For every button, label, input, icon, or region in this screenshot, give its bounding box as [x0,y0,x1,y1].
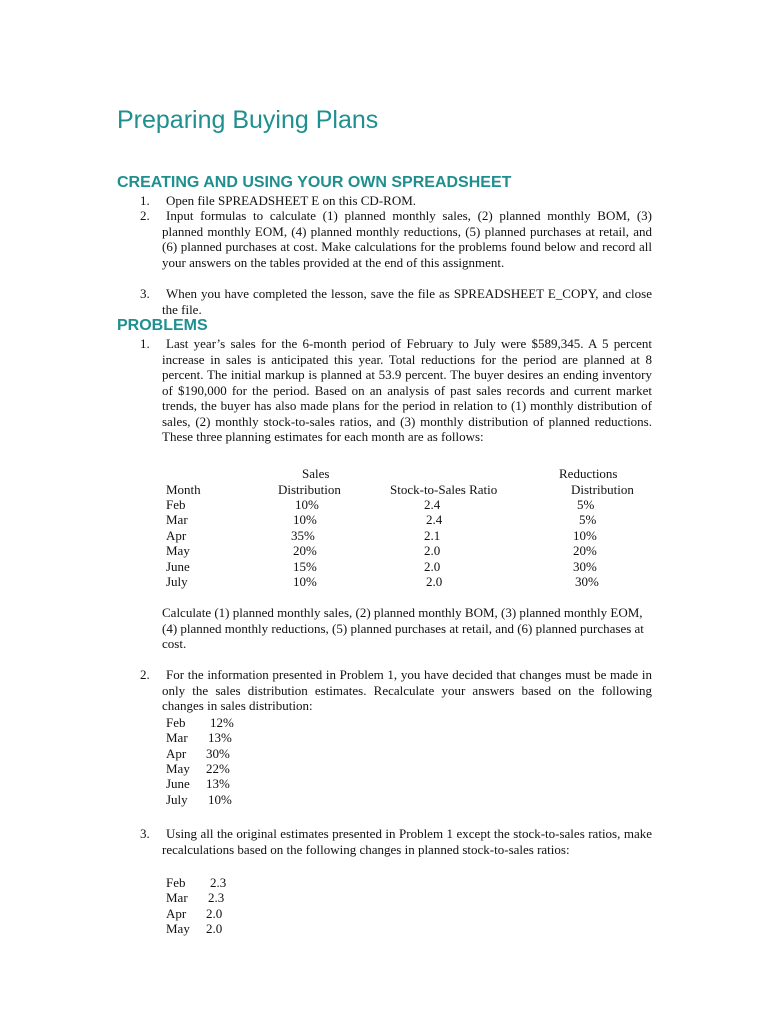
cell-value: 2.3 [208,890,225,905]
cell-ratio: 2.1 [424,528,441,543]
problem-1-text: Last year’s sales for the 6-month period of February to July were $589,345. A 5 percent increase in sales is anticipated this year. Total reductions for the period are planned at 8 percent. The initial markup is planned at 53.9 percent. The buyer desires an ending inventory of $190,000 for the period. Based on an analysis of past sales records and current market trends, the buyer has also made plans for the period in relation to (1) monthly distribution of sales, (2) monthly stock-to-sales ratios, and (3) monthly distribution of planned reductions. These three planning estimates for each month are as follows: [162,336,652,444]
cell-reductions: 10% [573,528,597,543]
cell-reductions: 5% [579,512,597,527]
cell-sales: 10% [293,512,317,527]
item-number: 2. [140,208,150,223]
cell-sales: 15% [293,559,317,574]
cell-reductions: 30% [573,559,597,574]
cell-month: May [166,761,190,776]
problem-number: 2. [140,667,150,682]
cell-sales: 10% [295,497,319,512]
cell-month: Feb [166,875,186,890]
cell-value: 13% [206,776,230,791]
col-header-reductions-distribution: Distribution [571,482,634,497]
col-header-stock-to-sales: Stock-to-Sales Ratio [390,482,498,497]
cell-month: Apr [166,906,187,921]
cell-value: 12% [210,715,234,730]
cell-ratio: 2.4 [426,512,443,527]
cell-reductions: 5% [577,497,595,512]
cell-value: 2.3 [210,875,227,890]
problem-2-text: For the information presented in Problem 1, you have decided that changes must be made in only the sales distribution estimates. Recalculate your answers based on the following changes in sales distribution: [162,667,652,713]
cell-value: 2.0 [206,906,223,921]
cell-sales: 35% [291,528,315,543]
cell-month: May [166,543,190,558]
cell-value: 22% [206,761,230,776]
cell-ratio: 2.4 [424,497,441,512]
section-heading-spreadsheet: CREATING AND USING YOUR OWN SPREADSHEET [117,174,512,191]
cell-month: June [166,776,190,791]
list-item: Open file SPREADSHEET E on this CD-ROM. [166,193,417,208]
cell-month: Feb [166,497,186,512]
item-number: 1. [140,193,150,208]
col-header-sales-top: Sales [302,466,330,481]
cell-sales: 10% [293,574,317,589]
cell-value: 13% [208,730,232,745]
cell-value: 30% [206,746,230,761]
page-title: Preparing Buying Plans [117,106,379,134]
list-item: When you have completed the lesson, save the file as SPREADSHEET E_COPY, and close the file. [162,286,652,317]
problem-number: 1. [140,336,150,351]
problem-number: 3. [140,826,150,841]
cell-sales: 20% [293,543,317,558]
cell-ratio: 2.0 [424,559,441,574]
cell-month: Feb [166,715,186,730]
item-number: 3. [140,286,150,301]
cell-month: Mar [166,730,188,745]
cell-reductions: 20% [573,543,597,558]
cell-ratio: 2.0 [424,543,441,558]
col-header-sales-distribution: Distribution [278,482,341,497]
cell-month: Mar [166,512,188,527]
problem-3-text: Using all the original estimates presented in Problem 1 except the stock-to-sales ratios, make recalculations based on the following changes in planned stock-to-sales ratios: [162,826,652,857]
cell-value: 10% [208,792,232,807]
cell-ratio: 2.0 [426,574,443,589]
problem-1-calculate: Calculate (1) planned monthly sales, (2) planned monthly BOM, (3) planned monthly EOM, (4) planned monthly reductions, (5) planned purchases at retail, and (6) planned purchases at cost. [162,605,644,651]
cell-month: July [166,792,188,807]
col-header-month: Month [166,482,201,497]
list-item: Input formulas to calculate (1) planned monthly sales, (2) planned monthly BOM, (3) planned monthly EOM, (4) planned monthly reductions, (5) planned purchases at retail, and (6) planned purchases at cost. Make calculations for the problems found below and record all your answers on the tables provided at the end of this assignment. [162,208,652,270]
cell-reductions: 30% [575,574,599,589]
cell-month: June [166,559,190,574]
cell-month: Mar [166,890,188,905]
cell-month: May [166,921,190,936]
cell-value: 2.0 [206,921,223,936]
section-heading-problems: PROBLEMS [117,317,208,334]
cell-month: Apr [166,746,187,761]
cell-month: Apr [166,528,187,543]
cell-month: July [166,574,188,589]
col-header-reductions-top: Reductions [559,466,618,481]
